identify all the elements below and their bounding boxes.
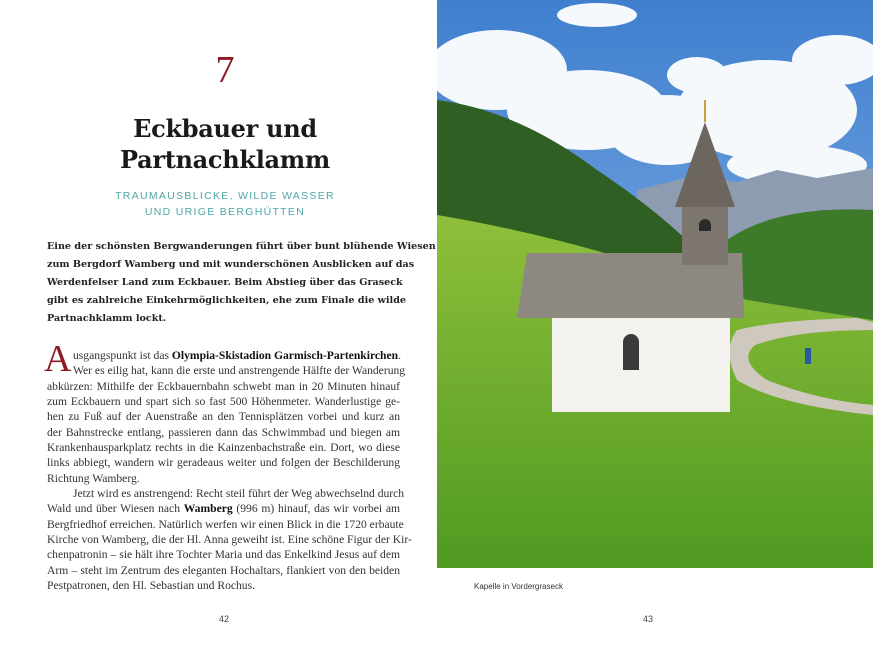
body-line: Krankenhausparkplatz rechts in die Kainzenbachstraße ein. Dort, wo diese <box>47 441 400 455</box>
text: usgangspunkt ist das <box>73 349 172 362</box>
body-line: zum Eckbauern und spart sich so fast 500 Höhenmeter. Wanderlustige ge- <box>47 395 400 409</box>
intro-line: Werdenfelser Land zum Eckbauer. Beim Abstieg über das Graseck <box>47 277 403 288</box>
body-line: Pestpatronen, den Hl. Sebastian und Rochus. <box>47 579 256 593</box>
intro-line: Eine der schönsten Bergwanderungen führt über bunt blühende Wiesen <box>47 241 436 252</box>
intro-line: Partnachklamm lockt. <box>47 313 167 324</box>
body-line: abkürzen: Mithilfe der Eckbauernbahn schwebt man in 20 Minuten hinauf <box>47 379 400 393</box>
photo-caption: Kapelle in Vordergraseck <box>474 582 563 591</box>
body-line: hen zu Fuß auf der Auenstraße an den Tennisplätzen vorbei und kurz an <box>47 410 400 424</box>
chapter-title-line-1: Eckbauer und <box>133 114 317 143</box>
body-line: Kirche von Wamberg, die der Hl. Anna geweiht ist. Eine schöne Figur der Kir- <box>47 533 412 547</box>
body-line <box>47 501 400 516</box>
bold-place: Olympia-Skistadion Garmisch-Partenkirchen <box>171 349 399 362</box>
body-line: links abbiegt, wandern wir geradeaus weiter und folgen der Beschilderung <box>47 456 400 470</box>
subtitle-line-2: UND URIGE BERGHÜTTEN <box>144 206 306 218</box>
body-line: Richtung Wamberg. <box>47 471 140 485</box>
page-number-right: 43 <box>643 614 654 624</box>
bold-place: Wamberg <box>183 502 233 516</box>
chapter-title-line-2: Partnachklamm <box>120 145 330 174</box>
page-number-left: 42 <box>219 614 230 624</box>
body-text <box>47 348 412 594</box>
text: (996 m) hinauf, das wir vorbei am <box>232 502 400 516</box>
intro-line: gibt es zahlreiche Einkehrmöglichkeiten, ehe zum Finale die wilde <box>47 295 407 306</box>
subtitle-line-1: TRAUMAUSBLICKE, WILDE WASSER <box>115 190 335 202</box>
body-line: Arm – steht im Zentrum des eleganten Hochaltars, flankiert von den beiden <box>47 563 400 577</box>
chapel-photo <box>437 0 873 568</box>
intro-line: zum Bergdorf Wamberg und mit wunderschönen Ausblicken auf das <box>47 259 415 270</box>
text: . <box>398 349 401 362</box>
body-line: chenpatronin – sie hält ihre Tochter Maria und das Enkelkind Jesus auf dem <box>47 548 400 562</box>
body-line: der Bahnstrecke entlang, passieren dann das Schwimmbad und biegen am <box>47 425 400 439</box>
chapter-number: 7 <box>215 49 235 91</box>
drop-cap: A <box>44 338 72 380</box>
body-line: Jetzt wird es anstrengend: Recht steil führt der Weg abwechselnd durch <box>73 487 405 501</box>
body-line: Bergfriedhof erreichen. Natürlich werfen wir einen Blick in die 1720 erbaute <box>47 517 404 531</box>
body-line: Wer es eilig hat, kann die erste und anstrengende Hälfte der Wanderung <box>73 364 406 378</box>
body-line <box>73 348 400 363</box>
text: Wald und über Wiesen nach <box>47 502 184 516</box>
intro-paragraph <box>47 238 436 328</box>
